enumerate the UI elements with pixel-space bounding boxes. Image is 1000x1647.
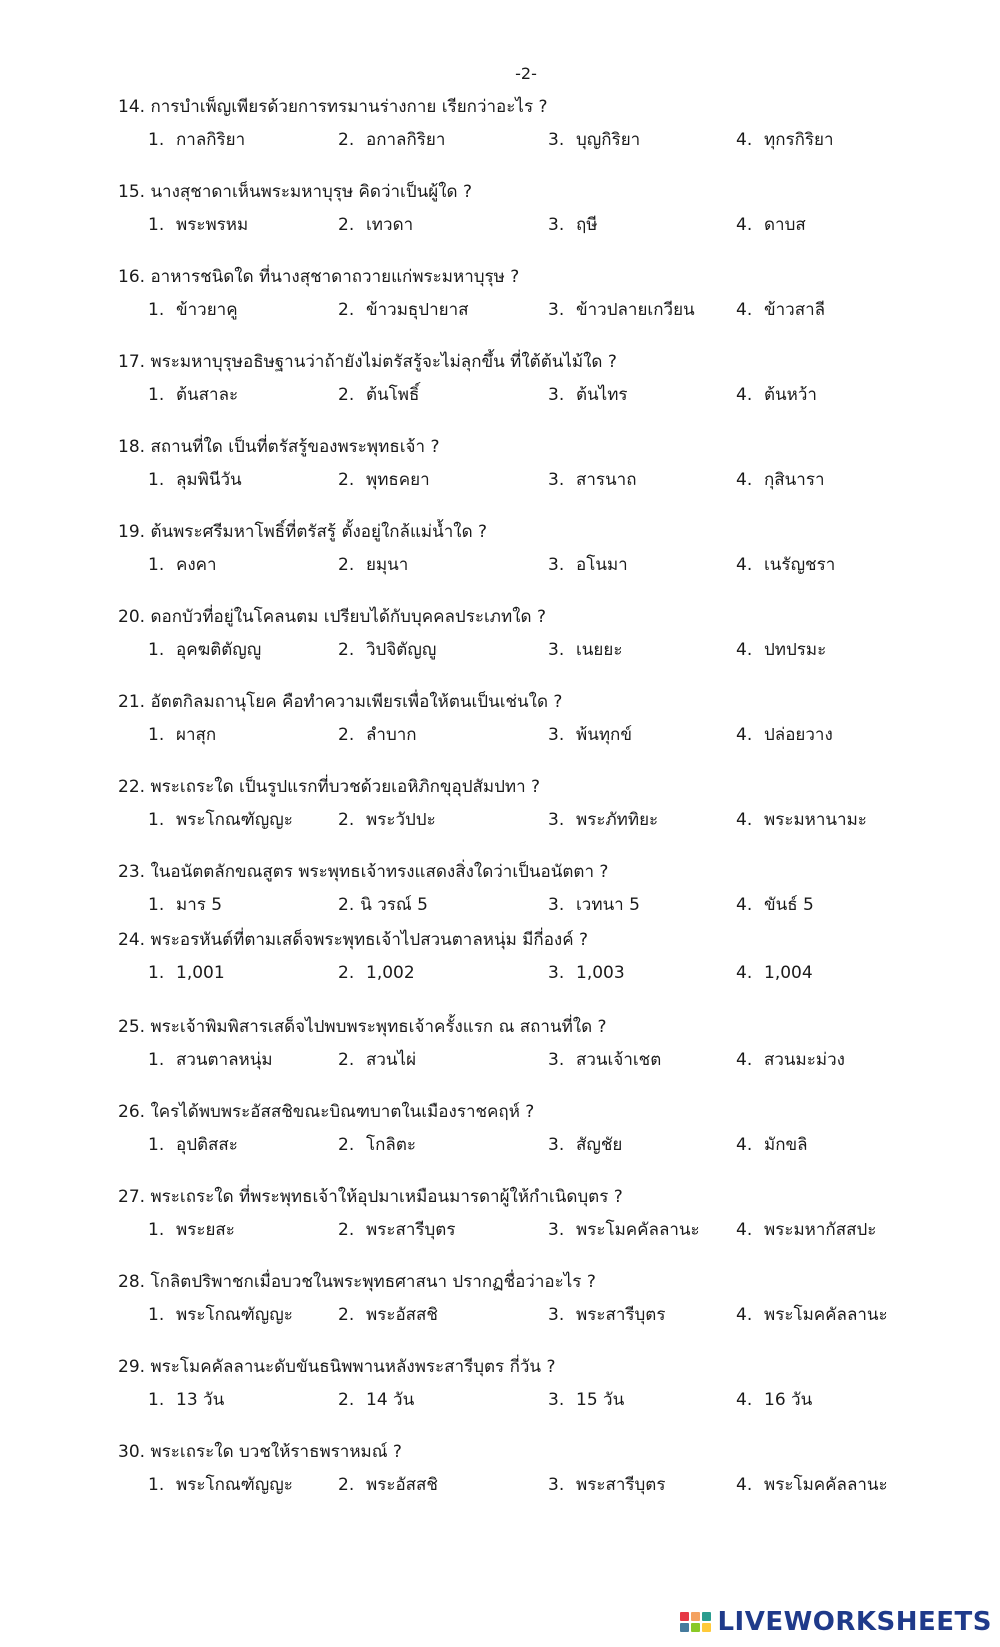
choice-number: 2. — [338, 1305, 355, 1325]
choice-number: 4. — [736, 640, 753, 660]
choice-number: 1. — [148, 810, 165, 830]
choice-text: ข้าวมธุปายาส — [366, 300, 469, 320]
choice-2[interactable] — [338, 1468, 438, 1502]
choices-row — [118, 123, 978, 157]
choice-number: 2. — [338, 130, 355, 150]
choice-text: ผาสุก — [176, 725, 217, 745]
choice-text: 16 วัน — [764, 1390, 813, 1410]
choice-number: 3. — [548, 1135, 565, 1155]
logo-block — [702, 1612, 711, 1621]
choice-number: 1. — [148, 1050, 165, 1070]
choice-number: 4. — [736, 1220, 753, 1240]
choice-4[interactable] — [736, 888, 814, 922]
question-26 — [118, 1096, 978, 1162]
question-text: 28. โกลิตปริพาชกเมื่อบวชในพระพุทธศาสนา ปรากฏชื่อว่าอะไร ? — [118, 1272, 596, 1292]
choice-1[interactable] — [148, 463, 242, 497]
question-30 — [118, 1436, 978, 1502]
choice-text: พระโมคคัลลานะ — [764, 1305, 888, 1325]
choice-text: พ้นทุกข์ — [576, 725, 632, 745]
question-14 — [118, 91, 978, 157]
choice-text: พระสารีบุตร — [576, 1305, 666, 1325]
question-text: 22. พระเถระใด เป็นรูปแรกที่บวชด้วยเอหิภิกขุอุปสัมปทา ? — [118, 777, 541, 797]
choice-1[interactable] — [148, 1043, 273, 1077]
choice-text: ยมุนา — [366, 555, 409, 575]
choice-text: ทุกรกิริยา — [764, 130, 834, 150]
choice-number: 3. — [548, 1305, 565, 1325]
logo-block — [691, 1612, 700, 1621]
choices-row — [118, 463, 978, 497]
choice-number: 4. — [736, 555, 753, 575]
question-22 — [118, 771, 978, 837]
question-24 — [118, 924, 978, 990]
choice-text: พระภัททิยะ — [576, 810, 659, 830]
question-text: 16. อาหารชนิดใด ที่นางสุชาดาถวายแก่พระมหาบุรุษ ? — [118, 267, 520, 287]
choice-4[interactable] — [736, 1128, 808, 1162]
choice-text: อุคฆติตัญญู — [176, 640, 262, 660]
choice-2[interactable] — [338, 718, 417, 752]
choice-number: 1. — [148, 300, 165, 320]
choice-text: บุญกิริยา — [576, 130, 641, 150]
choices-row — [118, 633, 978, 667]
choice-number: 3. — [548, 1390, 565, 1410]
choice-number: 4. — [736, 963, 753, 983]
logo-block — [702, 1623, 711, 1632]
choice-text: สวนตาลหนุ่ม — [176, 1050, 273, 1070]
choice-text: วิปจิตัญญู — [366, 640, 437, 660]
choice-number: 3. — [548, 810, 565, 830]
choice-3[interactable] — [548, 718, 632, 752]
choice-number: 1. — [148, 1475, 165, 1495]
choice-number: 3. — [548, 1220, 565, 1240]
choice-4[interactable] — [736, 208, 806, 242]
choices-row — [118, 378, 978, 412]
choice-1[interactable] — [148, 956, 225, 990]
choice-3[interactable] — [548, 123, 640, 157]
choice-text: พระโมคคัลลานะ — [764, 1475, 888, 1495]
choice-1[interactable] — [148, 123, 245, 157]
choice-number: 4. — [736, 725, 753, 745]
choice-number: 1. — [148, 215, 165, 235]
choice-2[interactable] — [338, 956, 415, 990]
choice-4[interactable] — [736, 1383, 812, 1417]
question-text: 15. นางสุชาดาเห็นพระมหาบุรุษ คิดว่าเป็นผู้ใด ? — [118, 182, 473, 202]
choice-text: พระโมคคัลลานะ — [576, 1220, 700, 1240]
question-21 — [118, 686, 978, 752]
logo-blocks-icon — [680, 1612, 711, 1632]
choice-2[interactable] — [338, 378, 419, 412]
choice-3[interactable] — [548, 463, 637, 497]
choice-text: พระสารีบุตร — [366, 1220, 456, 1240]
choice-2[interactable] — [338, 1298, 438, 1332]
choice-number: 4. — [736, 130, 753, 150]
choice-2[interactable] — [338, 548, 408, 582]
liveworksheets-logo[interactable] — [680, 1607, 992, 1637]
question-27 — [118, 1181, 978, 1247]
choice-1[interactable] — [148, 718, 216, 752]
choice-number: 4. — [736, 1390, 753, 1410]
choice-3[interactable] — [548, 1128, 622, 1162]
choice-2[interactable] — [338, 293, 469, 327]
choice-3[interactable] — [548, 548, 628, 582]
choice-2[interactable] — [338, 1043, 416, 1077]
choice-2[interactable] — [338, 123, 445, 157]
choice-number: 3. — [548, 300, 565, 320]
choice-text: พระมหานามะ — [764, 810, 867, 830]
choice-number: 4. — [736, 1475, 753, 1495]
choice-text: สวนมะม่วง — [764, 1050, 845, 1070]
choice-text: ข้าวปลายเกวียน — [576, 300, 695, 320]
choice-3[interactable] — [548, 293, 695, 327]
question-20 — [118, 601, 978, 667]
choice-text: ข้าวยาคู — [176, 300, 238, 320]
choices-row — [118, 1213, 978, 1247]
question-text: 23. ในอนัตตลักขณสูตร พระพุทธเจ้าทรงแสดงสิ่งใดว่าเป็นอนัตตา ? — [118, 862, 609, 882]
choice-3[interactable] — [548, 956, 625, 990]
choice-text: ขันธ์ 5 — [764, 895, 814, 915]
choice-text: 1,004 — [764, 963, 813, 983]
choice-3[interactable] — [548, 888, 640, 922]
choice-number: 2. — [338, 640, 355, 660]
choice-number: 1. — [148, 470, 165, 490]
choice-number: 3. — [548, 470, 565, 490]
choice-number: 1. — [148, 640, 165, 660]
choice-1[interactable] — [148, 293, 238, 327]
choice-2[interactable] — [338, 803, 436, 837]
choice-text: พระมหากัสสปะ — [764, 1220, 877, 1240]
choice-2[interactable] — [338, 1128, 416, 1162]
choice-text: 14 วัน — [366, 1390, 415, 1410]
choices-row — [118, 1128, 978, 1162]
question-text: 20. ดอกบัวที่อยู่ในโคลนตม เปรียบได้กับบุคคลประเภทใด ? — [118, 607, 546, 627]
question-text: 17. พระมหาบุรุษอธิษฐานว่าถ้ายังไม่ตรัสรู้จะไม่ลุกขึ้น ที่ใต้ต้นไม้ใด ? — [118, 352, 617, 372]
choice-3[interactable] — [548, 1298, 665, 1332]
question-text: 27. พระเถระใด ที่พระพุทธเจ้าให้อุปมาเหมือนมารดาผู้ให้กำเนิดบุตร ? — [118, 1187, 623, 1207]
choices-row — [118, 1468, 978, 1502]
choice-number: 1. — [148, 1135, 165, 1155]
choice-text: สวนเจ้าเชต — [576, 1050, 662, 1070]
choice-text: พระโกณฑัญญะ — [176, 1475, 293, 1495]
choice-4[interactable] — [736, 123, 834, 157]
choice-text: ข้าวสาลี — [764, 300, 826, 320]
choice-4[interactable] — [736, 1468, 888, 1502]
choice-text: 1,001 — [176, 963, 225, 983]
page-number: -2- — [515, 64, 537, 83]
choice-3[interactable] — [548, 208, 598, 242]
choice-4[interactable] — [736, 718, 833, 752]
choice-number: 2. — [338, 1390, 355, 1410]
choice-text: พระโกณฑัญญะ — [176, 1305, 293, 1325]
question-29 — [118, 1351, 978, 1417]
choice-1[interactable] — [148, 1298, 293, 1332]
choice-4[interactable] — [736, 1043, 845, 1077]
choice-text: เวทนา 5 — [576, 895, 640, 915]
choice-text: นิ วรณ์ 5 — [360, 895, 428, 915]
choice-text: พระยสะ — [176, 1220, 235, 1240]
question-text: 25. พระเจ้าพิมพิสารเสด็จไปพบพระพุทธเจ้าครั้งแรก ณ สถานที่ใด ? — [118, 1017, 607, 1037]
question-15 — [118, 176, 978, 242]
choice-text: 15 วัน — [576, 1390, 625, 1410]
choice-text: คงคา — [176, 555, 217, 575]
choice-2[interactable] — [338, 888, 428, 922]
choice-number: 2. — [338, 1220, 355, 1240]
choice-number: 2. — [338, 725, 355, 745]
question-28 — [118, 1266, 978, 1332]
choice-number: 2. — [338, 895, 355, 915]
choice-number: 3. — [548, 1050, 565, 1070]
choice-number: 1. — [148, 130, 165, 150]
choice-text: ลำบาก — [366, 725, 417, 745]
choice-text: พุทธคยา — [366, 470, 430, 490]
choice-text: พระวัปปะ — [366, 810, 436, 830]
choice-number: 3. — [548, 1475, 565, 1495]
choice-number: 4. — [736, 1135, 753, 1155]
choice-text: ต้นหว้า — [764, 385, 817, 405]
choice-text: เนรัญชรา — [764, 555, 836, 575]
choice-text: สัญชัย — [576, 1135, 623, 1155]
choice-text: มาร 5 — [176, 895, 223, 915]
choice-number: 3. — [548, 215, 565, 235]
question-19 — [118, 516, 978, 582]
question-text: 19. ต้นพระศรีมหาโพธิ์ที่ตรัสรู้ ตั้งอยู่ใกล้แม่น้ำใด ? — [118, 522, 488, 542]
choice-number: 3. — [548, 555, 565, 575]
choice-2[interactable] — [338, 1213, 455, 1247]
choices-row — [118, 803, 978, 837]
choice-number: 4. — [736, 895, 753, 915]
logo-text: LIVEWORKSHEETS — [717, 1607, 992, 1637]
choice-3[interactable] — [548, 1213, 700, 1247]
choice-1[interactable] — [148, 1213, 235, 1247]
choices-row — [118, 208, 978, 242]
choice-text: ปทปรมะ — [764, 640, 827, 660]
choice-text: เนยยะ — [576, 640, 623, 660]
choice-text: ดาบส — [764, 215, 806, 235]
choice-1[interactable] — [148, 1468, 293, 1502]
choice-1[interactable] — [148, 803, 293, 837]
choices-row — [118, 548, 978, 582]
choice-number: 2. — [338, 215, 355, 235]
choice-1[interactable] — [148, 1383, 224, 1417]
choice-text: กาลกิริยา — [176, 130, 246, 150]
choice-text: พระอัสสชิ — [366, 1475, 438, 1495]
choice-1[interactable] — [148, 378, 238, 412]
choice-text: ฤษี — [576, 215, 598, 235]
choice-number: 1. — [148, 1390, 165, 1410]
choice-text: อกาลกิริยา — [366, 130, 446, 150]
choice-number: 1. — [148, 1220, 165, 1240]
choice-2[interactable] — [338, 463, 430, 497]
choice-number: 2. — [338, 1050, 355, 1070]
choice-3[interactable] — [548, 803, 658, 837]
choice-4[interactable] — [736, 956, 813, 990]
choice-text: พระโกณฑัญญะ — [176, 810, 293, 830]
choice-number: 2. — [338, 1135, 355, 1155]
question-text: 18. สถานที่ใด เป็นที่ตรัสรู้ของพระพุทธเจ้า ? — [118, 437, 440, 457]
choices-row — [118, 1298, 978, 1332]
choice-text: 1,003 — [576, 963, 625, 983]
choice-number: 4. — [736, 385, 753, 405]
choice-text: ต้นไทร — [576, 385, 628, 405]
choice-number: 3. — [548, 385, 565, 405]
choice-text: ปล่อยวาง — [764, 725, 833, 745]
choice-text: ต้นโพธิ์ — [366, 385, 420, 405]
choice-4[interactable] — [736, 548, 835, 582]
choice-text: สารนาถ — [576, 470, 637, 490]
question-17 — [118, 346, 978, 412]
choice-3[interactable] — [548, 1468, 665, 1502]
choice-text: โกลิตะ — [366, 1135, 417, 1155]
question-16 — [118, 261, 978, 327]
choice-text: อโนมา — [576, 555, 628, 575]
choice-text: เทวดา — [366, 215, 414, 235]
choice-4[interactable] — [736, 803, 867, 837]
choice-number: 3. — [548, 725, 565, 745]
choice-text: พระพรหม — [176, 215, 249, 235]
choice-number: 1. — [148, 555, 165, 575]
question-text: 30. พระเถระใด บวชให้ราธพราหมณ์ ? — [118, 1442, 402, 1462]
choice-2[interactable] — [338, 1383, 414, 1417]
choice-number: 2. — [338, 385, 355, 405]
choice-1[interactable] — [148, 548, 217, 582]
question-text: 14. การบำเพ็ญเพียรด้วยการทรมานร่างกาย เรียกว่าอะไร ? — [118, 97, 548, 117]
choice-number: 4. — [736, 1305, 753, 1325]
choice-text: ลุมพินีวัน — [176, 470, 242, 490]
logo-block — [691, 1623, 700, 1632]
choice-3[interactable] — [548, 378, 628, 412]
choice-number: 4. — [736, 810, 753, 830]
choice-3[interactable] — [548, 1043, 661, 1077]
choice-number: 4. — [736, 470, 753, 490]
question-text: 24. พระอรหันต์ที่ตามเสด็จพระพุทธเจ้าไปสวนตาลหนุ่ม มีกี่องค์ ? — [118, 930, 589, 950]
choice-4[interactable] — [736, 463, 825, 497]
choice-4[interactable] — [736, 293, 825, 327]
question-23 — [118, 856, 978, 922]
choice-1[interactable] — [148, 633, 261, 667]
choice-2[interactable] — [338, 633, 436, 667]
choice-text: 1,002 — [366, 963, 415, 983]
question-text: 29. พระโมคคัลลานะดับขันธนิพพานหลังพระสารีบุตร กี่วัน ? — [118, 1357, 556, 1377]
choice-3[interactable] — [548, 1383, 624, 1417]
choice-number: 1. — [148, 963, 165, 983]
choice-number: 4. — [736, 215, 753, 235]
choice-number: 3. — [548, 895, 565, 915]
choice-4[interactable] — [736, 378, 817, 412]
choice-number: 2. — [338, 470, 355, 490]
choice-number: 2. — [338, 1475, 355, 1495]
choices-row — [118, 293, 978, 327]
choice-1[interactable] — [148, 1128, 238, 1162]
question-text: 26. ใครได้พบพระอัสสชิขณะบิณฑบาตในเมืองราชคฤห์ ? — [118, 1102, 535, 1122]
choice-number: 3. — [548, 640, 565, 660]
choice-4[interactable] — [736, 1298, 888, 1332]
choice-text: อุปติสสะ — [176, 1135, 238, 1155]
logo-block — [680, 1623, 689, 1632]
question-text: 21. อัตตกิลมถานุโยค คือทำความเพียรเพื่อให้ตนเป็นเช่นใด ? — [118, 692, 563, 712]
choice-2[interactable] — [338, 208, 413, 242]
choice-text: กุสินารา — [764, 470, 825, 490]
question-18 — [118, 431, 978, 497]
question-25 — [118, 1011, 978, 1077]
choice-text: มักขลิ — [764, 1135, 808, 1155]
choice-4[interactable] — [736, 633, 826, 667]
choice-4[interactable] — [736, 1213, 876, 1247]
choice-number: 2. — [338, 810, 355, 830]
choices-row — [118, 1043, 978, 1077]
choice-number: 3. — [548, 130, 565, 150]
choice-1[interactable] — [148, 208, 248, 242]
choice-number: 1. — [148, 725, 165, 745]
choice-number: 4. — [736, 300, 753, 320]
choice-number: 1. — [148, 895, 165, 915]
choices-row — [118, 956, 978, 990]
choice-text: พระอัสสชิ — [366, 1305, 438, 1325]
choice-number: 2. — [338, 555, 355, 575]
logo-block — [680, 1612, 689, 1621]
choices-row — [118, 1383, 978, 1417]
choice-text: สวนไผ่ — [366, 1050, 417, 1070]
choice-text: พระสารีบุตร — [576, 1475, 666, 1495]
choice-text: ต้นสาละ — [176, 385, 239, 405]
choices-row — [118, 888, 978, 922]
choice-number: 1. — [148, 385, 165, 405]
choice-3[interactable] — [548, 633, 622, 667]
choice-number: 4. — [736, 1050, 753, 1070]
choice-number: 2. — [338, 300, 355, 320]
choice-text: 13 วัน — [176, 1390, 225, 1410]
choice-number: 3. — [548, 963, 565, 983]
choice-number: 1. — [148, 1305, 165, 1325]
choices-row — [118, 718, 978, 752]
choice-number: 2. — [338, 963, 355, 983]
choice-1[interactable] — [148, 888, 222, 922]
